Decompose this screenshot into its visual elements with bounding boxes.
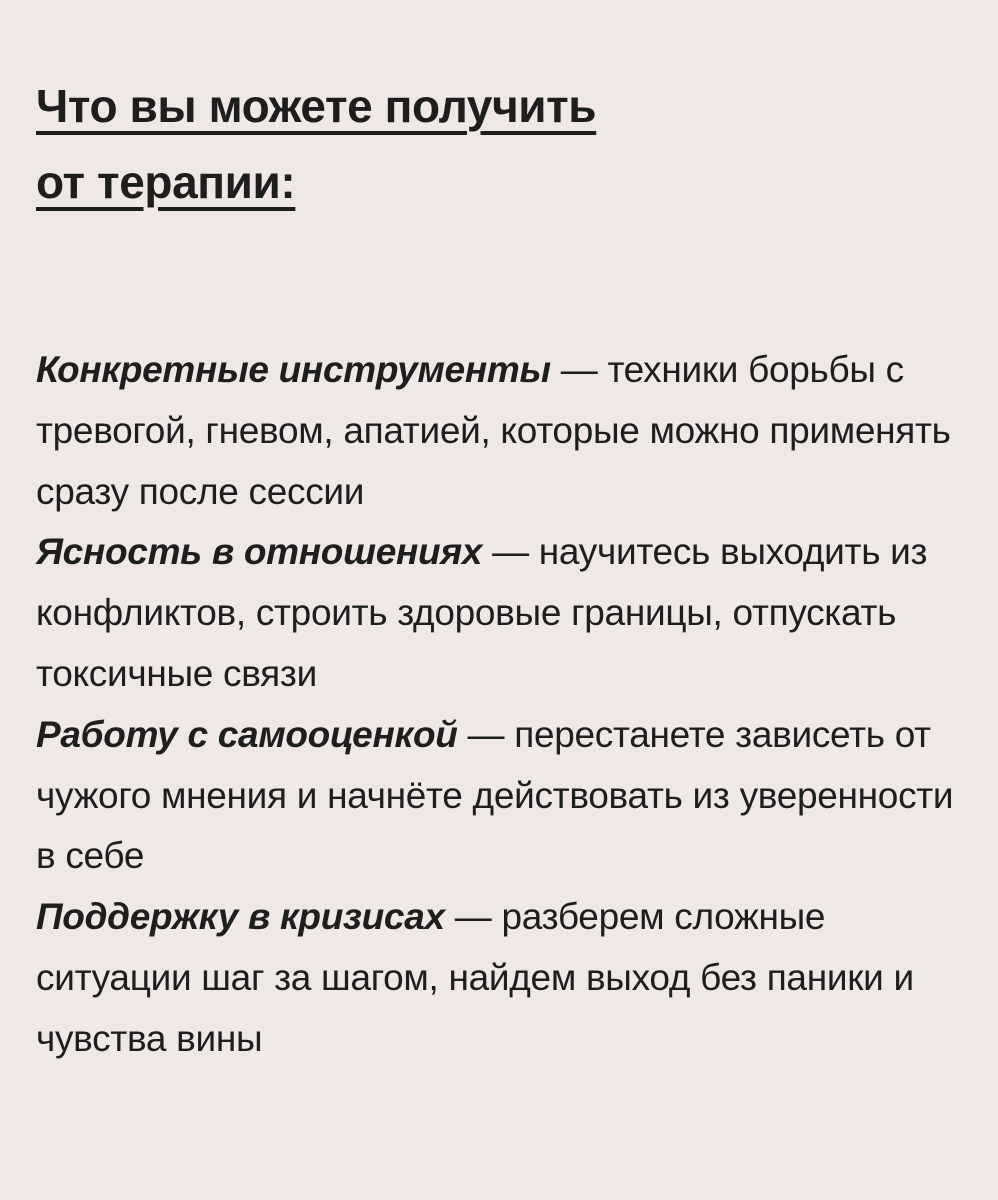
item-dash: —: [457, 713, 515, 755]
item-dash: —: [550, 349, 608, 390]
list-item: [36, 340, 966, 522]
item-text: перестанете зависеть от чужого мнения и начнёте действовать из уверенности в себе: [36, 713, 954, 877]
benefits-list: [36, 340, 966, 1070]
title-line-1: Что вы можете получить: [36, 80, 597, 132]
page-title: [36, 68, 962, 220]
item-heading: Поддержку в кризисах: [36, 896, 445, 938]
item-heading: Ясность в отношениях: [36, 531, 483, 573]
list-item: [36, 887, 966, 1069]
item-text: научитесь выходить из конфликтов, строить здоровые границы, отпускать токсичные связи: [36, 531, 928, 694]
item-text: техники борьбы с тревогой, гневом, апатией, которые можно применять сразу после сессии: [36, 349, 951, 512]
list-item: [36, 705, 966, 887]
item-heading: Конкретные инструменты: [36, 349, 551, 390]
item-dash: —: [482, 531, 539, 573]
item-dash: —: [444, 896, 502, 938]
item-heading: Работу с самооценкой: [36, 713, 458, 755]
item-text: разберем сложные ситуации шаг за шагом, найдем выход без паники и чувства вины: [36, 896, 914, 1059]
title-line-2: от терапии:: [36, 156, 296, 208]
list-item: [36, 522, 966, 704]
